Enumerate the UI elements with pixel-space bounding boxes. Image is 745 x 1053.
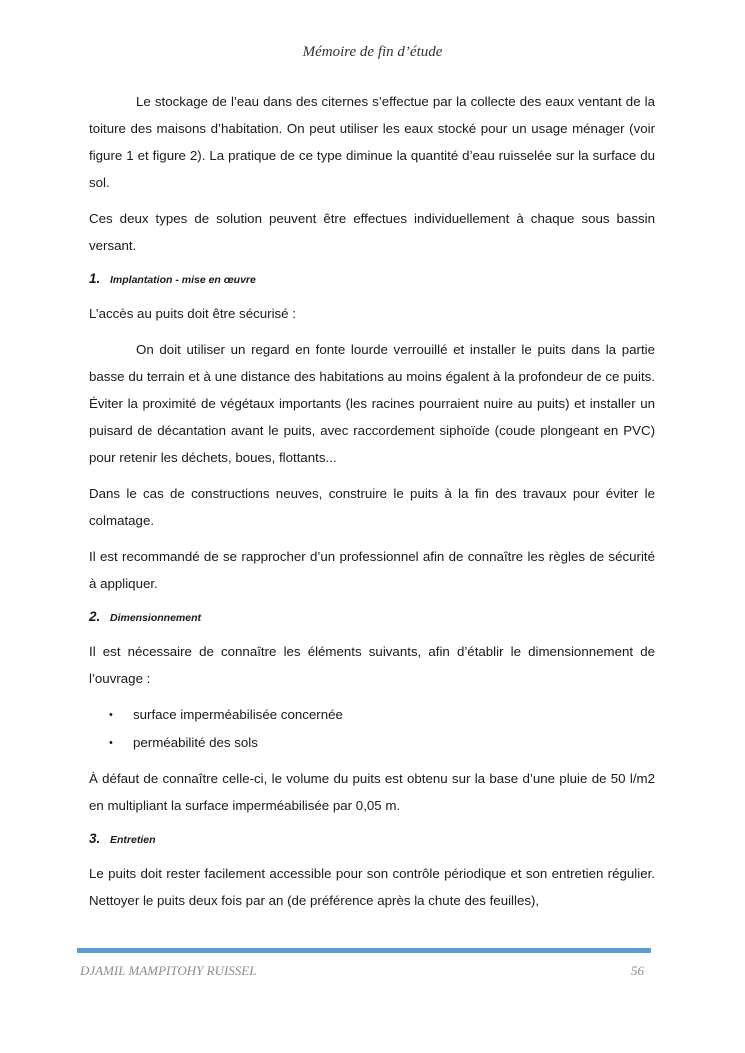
section-number: 2.	[89, 609, 101, 624]
paragraph-stockage: Le stockage de l’eau dans des citernes s’effectue par la collecte des eaux ventant de la toiture des maisons d’habitation. On peut utiliser les eaux stocké pour un usage ménager (voir figure 1 et figure 2). La pratique de ce type diminue la quantité d’eau ruisselée sur la surface du sol.	[89, 94, 655, 190]
section-heading-implantation	[89, 268, 655, 291]
bullet-icon: •	[109, 737, 113, 749]
document-body	[89, 88, 655, 923]
paragraph-professionnel: Il est recommandé de se rapprocher d’un professionnel afin de connaître les règles de sécurité à appliquer.	[89, 549, 655, 591]
paragraph-regard: On doit utiliser un regard en fonte lourde verrouillé et installer le puits dans la partie basse du terrain et à une distance des habitations au moins égalent à la profondeur de ce puits. Éviter la proximité de végétaux importants (les racines pourraient nuire au puits) et installer un puisard de décantation avant le puits, avec raccordement siphoïde (coude plongeant en PVC) pour retenir les déchets, boues, flottants...	[89, 342, 655, 465]
footer-author: DJAMIL MAMPITOHY RUISSEL	[80, 963, 257, 978]
list-item-text: surface imperméabilisée concernée	[133, 707, 343, 722]
paragraph-elements: Il est nécessaire de connaître les éléments suivants, afin d’établir le dimensionnement de l’ouvrage :	[89, 644, 655, 686]
paragraph-acces: L’accès au puits doit être sécurisé :	[89, 306, 296, 321]
section-heading-dimensionnement	[89, 606, 655, 629]
list-item-text: perméabilité des sols	[133, 735, 258, 750]
list-item	[109, 729, 655, 757]
section-heading-entretien	[89, 828, 655, 851]
paragraph-solutions: Ces deux types de solution peuvent être effectues individuellement à chaque sous bassin versant.	[89, 211, 655, 253]
section-title: Dimensionnement	[110, 612, 202, 624]
section-number: 3.	[89, 831, 101, 846]
page-number: 56	[631, 963, 644, 978]
footer-divider	[77, 948, 651, 953]
section-title: Entretien	[110, 834, 156, 846]
section-number: 1.	[89, 271, 101, 286]
bullet-icon: •	[109, 709, 113, 721]
paragraph-constructions: Dans le cas de constructions neuves, construire le puits à la fin des travaux pour éviter le colmatage.	[89, 486, 655, 528]
page-header: Mémoire de fin d’étude	[302, 44, 443, 60]
paragraph-entretien: Le puits doit rester facilement accessible pour son contrôle périodique et son entretien régulier. Nettoyer le puits deux fois par an (de préférence après la chute des feuilles),	[89, 866, 655, 908]
paragraph-volume: À défaut de connaître celle-ci, le volume du puits est obtenu sur la base d’une pluie de 50 l/m2 en multipliant la surface imperméabilisée par 0,05 m.	[89, 771, 655, 813]
section-title: Implantation - mise en œuvre	[110, 274, 256, 286]
bullet-list	[89, 701, 655, 757]
list-item	[109, 701, 655, 729]
